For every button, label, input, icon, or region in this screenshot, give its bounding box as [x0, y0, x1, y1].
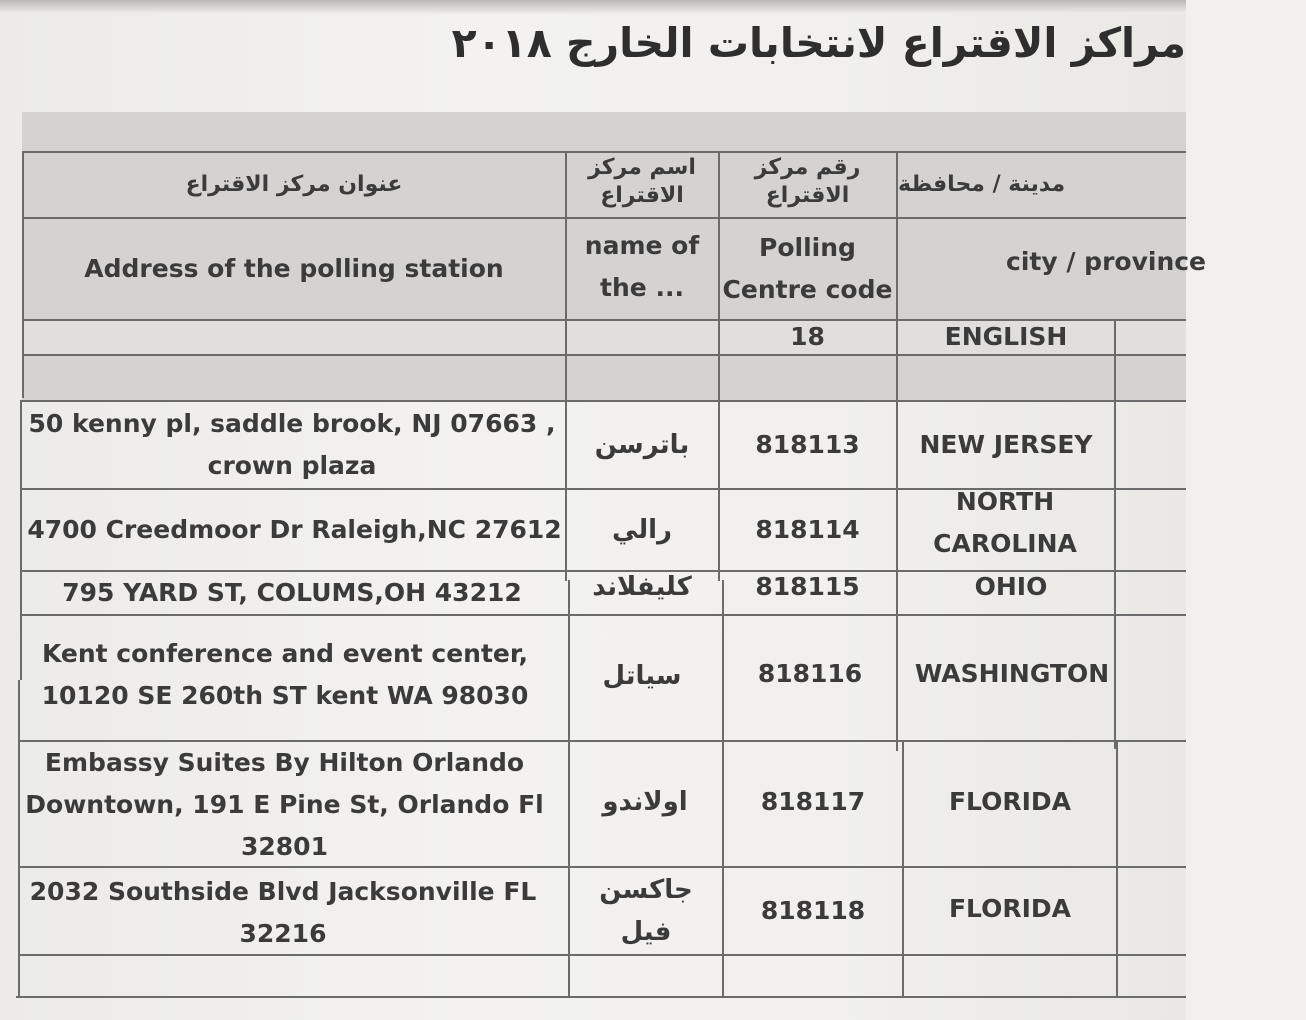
subheader-code: 18 [790, 322, 825, 351]
row-code: 818118 [760, 896, 866, 925]
subheader-city: ENGLISH [944, 322, 1068, 351]
row-name: باترسن [594, 430, 690, 460]
header-code-en: Polling Centre code [722, 233, 893, 304]
row-address: Embassy Suites By Hilton Orlando Downtown, 191 E Pine St, Orlando Fl 32801 [25, 748, 544, 861]
row-name: رالي [612, 515, 672, 545]
table-line [1116, 740, 1118, 998]
row-city: FLORIDA [948, 894, 1072, 923]
row-code: 818114 [755, 515, 860, 544]
header-code-ar: رقم مركز الاقتراع [754, 155, 861, 208]
header-name-ar: اسم مركز الاقتراع [588, 155, 696, 208]
row-name: كليفلاند [592, 572, 692, 602]
header-band-top [22, 112, 1186, 152]
row-name: اولاندو [602, 787, 688, 817]
header-city-ar: مدينة / محافظة [898, 172, 1066, 197]
header-address-en: Address of the polling station [84, 254, 504, 283]
row-name: سياتل [602, 661, 682, 691]
row-city: NEW JERSEY [919, 430, 1093, 459]
row-name: جاكسن فيل [599, 875, 693, 947]
row-address: 2032 Southside Blvd Jacksonville FL 32216 [29, 877, 537, 948]
table-line [16, 996, 1186, 998]
row-city: FLORIDA [948, 787, 1072, 816]
row-city: WASHINGTON [914, 659, 1110, 688]
row-city: OHIO [974, 572, 1048, 601]
page-title: مراكز الاقتراع لانتخابات الخارج ٢٠١٨ [451, 19, 1186, 67]
row-code: 818115 [755, 572, 860, 601]
row-city: NORTH CAROLINA [933, 487, 1077, 558]
row-address: 4700 Creedmoor Dr Raleigh,NC 27612 [27, 515, 562, 544]
row-code: 818116 [757, 659, 863, 688]
row-address: 795 YARD ST, COLUMS,OH 43212 [62, 578, 522, 607]
header-name-en: name of the ... [584, 231, 700, 302]
header-address-ar: عنوان مركز الاقتراع [185, 172, 403, 197]
row-address: 50 kenny pl, saddle brook, NJ 07663 , crown plaza [28, 409, 556, 480]
table-line [18, 680, 20, 998]
header-city-en: city / province [1006, 247, 1207, 276]
row-code: 818113 [755, 430, 860, 459]
separator-band [22, 354, 1186, 400]
row-address: Kent conference and event center, 10120 SE 260th ST kent WA 98030 [41, 639, 529, 710]
row-code: 818117 [760, 787, 866, 816]
